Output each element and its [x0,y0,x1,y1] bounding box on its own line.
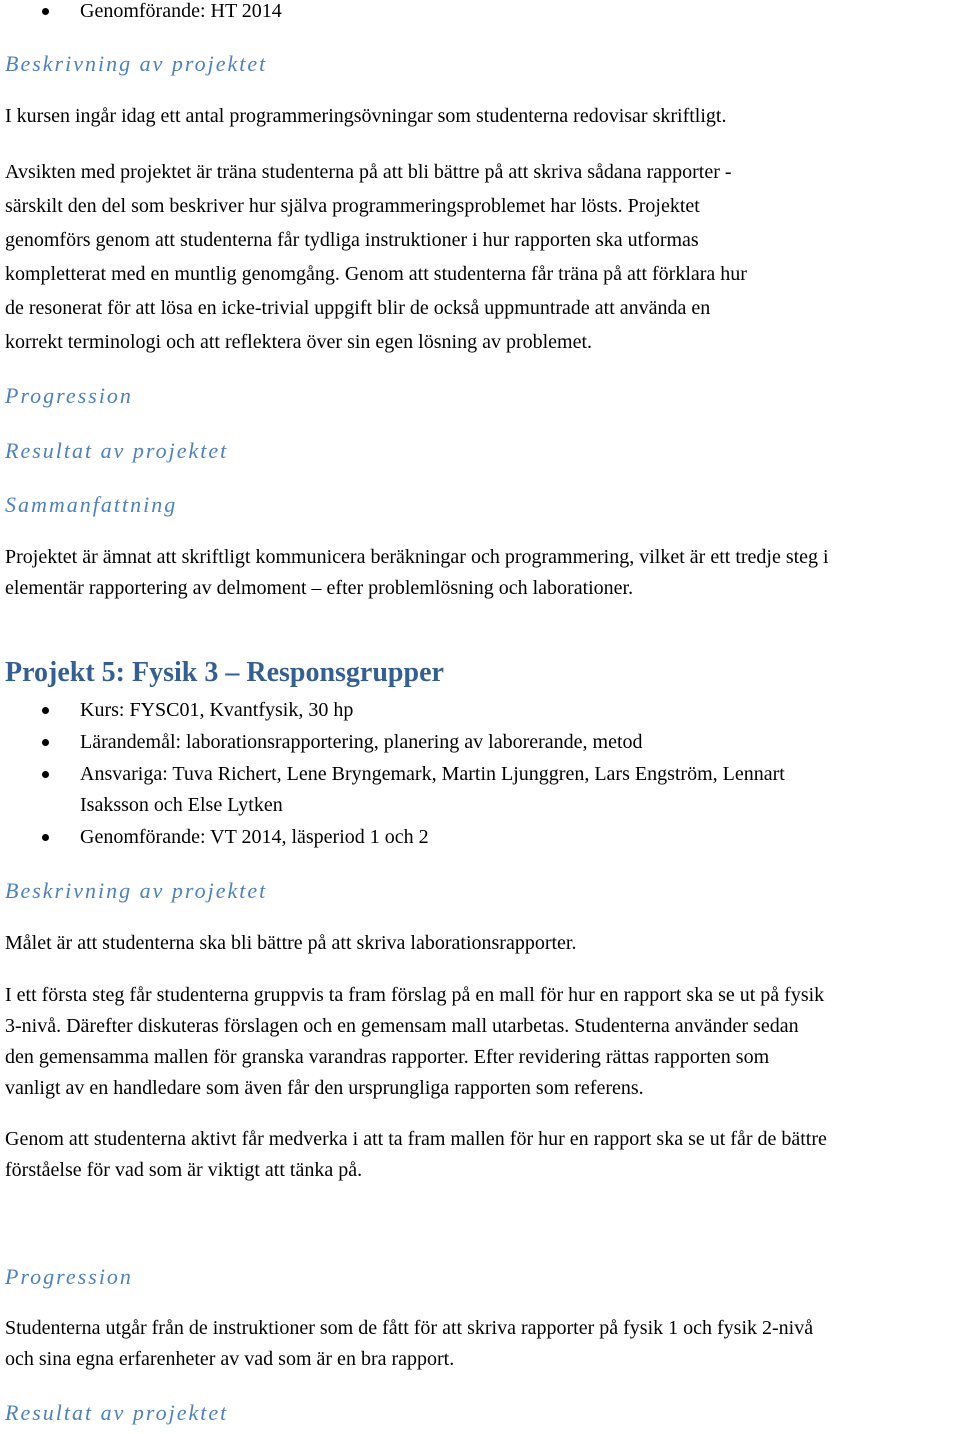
bullet-item-genomforande-vt [0,822,960,853]
heading-resultat-2: Resultat av projektet [5,1400,229,1425]
text-line: vanligt av en handledare som även får den ursprungliga rapporten som referens. [5,1077,644,1099]
text-line: Genom att studenterna aktivt får medverka i att ta fram mallen för hur en rapport ska se ut får de bättre [5,1128,827,1150]
bullet-icon [42,771,49,778]
paragraph-malet: Målet är att studenterna ska bli bättre på att skriva laborationsrapporter. [5,932,577,954]
text-line: 3-nivå. Därefter diskuteras förslagen och en gemensam mall utarbetas. Studenterna använder sedan [5,1015,799,1037]
bullet-item-kurs [0,695,960,726]
text-line: Avsikten med projektet är träna studenterna på att bli bättre på att skriva sådana rapporter - [5,161,732,183]
heading-progression-1: Progression [5,383,133,408]
bullet-item-genomforande-ht [0,0,960,27]
text-line: och sina egna erfarenheter av vad som är en bra rapport. [5,1348,455,1370]
heading-sammanfattning: Sammanfattning [5,492,178,517]
text-line: elementär rapportering av delmoment – efter problemlösning och laborationer. [5,577,634,599]
paragraph-aktivt [5,1124,960,1186]
bullet-icon [42,834,49,841]
text-line: I ett första steg får studenterna gruppvis ta fram förslag på en mall för hur en rapport ska se ut på fysik [5,984,825,1006]
paragraph-forsta-steg [5,980,960,1104]
text-line: förståelse för vad som är viktigt att tänka på. [5,1159,363,1181]
text-line: de resonerat för att lösa en icke-trivial uppgift blir de också uppmuntrade att använda en [5,297,711,319]
bullet-item-ansvariga [0,759,960,821]
text-line: den gemensamma mallen för granska varandras rapporter. Efter revidering rättas rapporten som [5,1046,770,1068]
project-5-title: Projekt 5: Fysik 3 – Responsgrupper [5,657,444,688]
bullet-item-larandemal [0,727,960,758]
text-line: kompletterat med en muntlig genomgång. Genom att studenterna får träna på att förklara hur [5,263,747,285]
heading-resultat-1: Resultat av projektet [5,438,229,463]
bullet-text: Ansvariga: Tuva Richert, Lene Bryngemark, Martin Ljunggren, Lars Engström, Lennart [80,763,785,785]
bullet-text: Isaksson och Else Lytken [80,794,283,816]
heading-beskrivning-1: Beskrivning av projektet [5,51,268,76]
paragraph-sammanfattning [5,542,960,604]
top-bullet-list [0,0,960,27]
heading-progression-2: Progression [5,1264,133,1289]
paragraph-avsikten [5,157,960,358]
text-line: genomförs genom att studenterna får tydliga instruktioner i hur rapporten ska utformas [5,229,699,251]
paragraph-progression-2 [5,1313,960,1375]
bullet-icon [42,8,49,15]
bullet-text: Genomförande: HT 2014 [80,0,282,22]
paragraph-intro-1: I kursen ingår idag ett antal programmeringsövningar som studenterna redovisar skriftligt. [5,105,727,127]
project-5-bullet-list [0,695,960,853]
bullet-text: Kurs: FYSC01, Kvantfysik, 30 hp [80,699,354,721]
bullet-icon [42,707,49,714]
text-line: Projektet är ämnat att skriftligt kommunicera beräkningar och programmering, vilket är ett tredje steg i [5,546,829,568]
heading-beskrivning-2: Beskrivning av projektet [5,878,268,903]
bullet-text: Lärandemål: laborationsrapportering, planering av laborerande, metod [80,731,643,753]
bullet-icon [42,739,49,746]
text-line: korrekt terminologi och att reflektera över sin egen lösning av problemet. [5,331,593,353]
bullet-text: Genomförande: VT 2014, läsperiod 1 och 2 [80,826,429,848]
text-line: Studenterna utgår från de instruktioner som de fått för att skriva rapporter på fysik 1 och fysik 2-nivå [5,1317,814,1339]
text-line: särskilt den del som beskriver hur själva programmeringsproblemet har lösts. Projektet [5,195,700,217]
